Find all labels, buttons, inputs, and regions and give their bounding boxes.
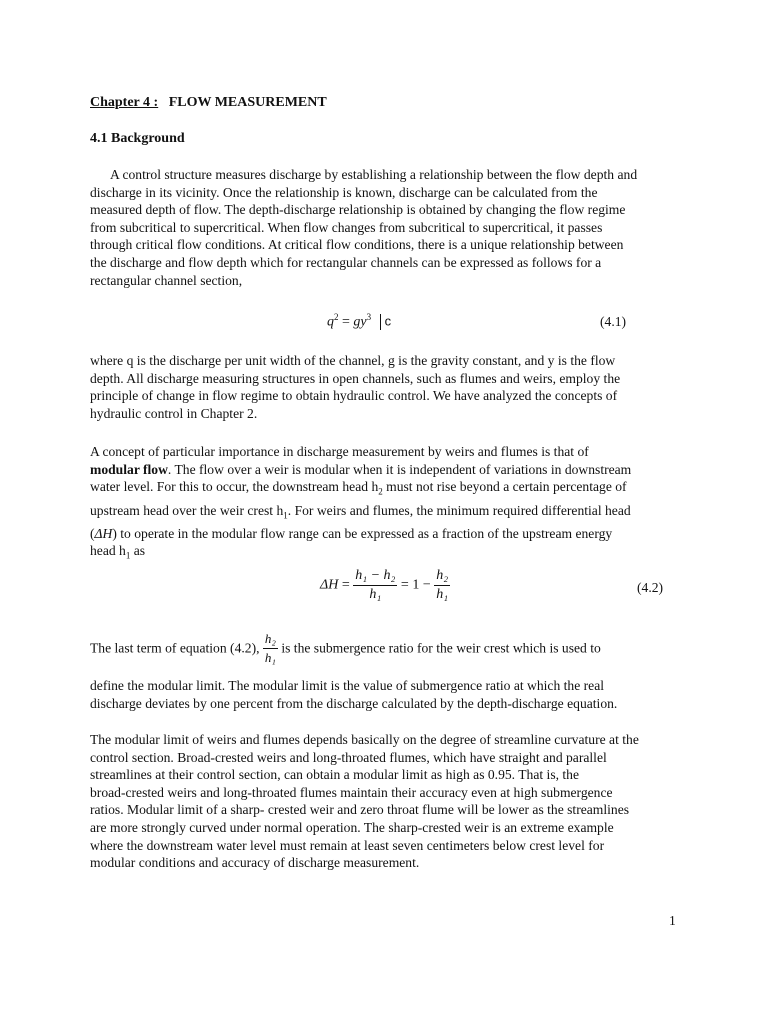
equation-number-4-2: (4.2) xyxy=(637,580,664,595)
eq2-equals: = xyxy=(338,577,354,593)
eq1-q: q xyxy=(327,314,334,330)
p3-line xyxy=(90,461,690,479)
p3-text: head h xyxy=(90,543,126,559)
equation-4-1 xyxy=(327,312,391,331)
p4-denominator: h₁ xyxy=(264,650,276,665)
p5-line: define the modular limit. The modular limit is the value of submergence ratio at which the real xyxy=(90,678,605,693)
paragraph-2 xyxy=(90,352,690,422)
p3-text: as xyxy=(130,543,146,559)
p6-line: are more strongly curved under normal operation. The sharp-crested weir is an extreme example xyxy=(90,819,614,835)
eq1-sup3: 3 xyxy=(366,312,372,322)
eq1-cond: c xyxy=(384,313,392,329)
p2-line: depth. All discharge measuring structures in open channels, such as flumes and weirs, employ the xyxy=(90,370,621,386)
paragraph-6 xyxy=(90,731,690,872)
eq1-sup: 2 xyxy=(334,312,339,322)
p5-line: discharge deviates by one percent from the discharge calculated by the depth-discharge equation. xyxy=(90,695,618,711)
p1-line: the discharge and flow depth which for rectangular channels can be expressed as follows for a xyxy=(90,254,602,270)
p3-line xyxy=(90,542,690,565)
chapter-label: Chapter 4 : xyxy=(90,95,159,110)
chapter-heading xyxy=(90,95,327,111)
p1-line: discharge in its vicinity. Once the relationship is known, discharge can be calculated from the xyxy=(90,184,598,200)
p4-numerator: h₂ xyxy=(263,630,278,649)
p3-line: A concept of particular importance in discharge measurement by weirs and flumes is that of xyxy=(90,444,589,459)
p3-sub: 2 xyxy=(378,486,383,497)
eq2-fraction-1 xyxy=(353,567,397,604)
p3-text: water level. For this to occur, the downstream head h xyxy=(90,479,379,495)
p6-line: where the downstream water level must remain at least seven centimeters below crest level for xyxy=(90,837,605,853)
p3-text: . The flow over a weir is modular when it is independent of variations in downstream xyxy=(167,461,632,477)
chapter-title: FLOW MEASUREMENT xyxy=(168,95,327,110)
p1-line: measured depth of flow. The depth-discharge relationship is obtained by changing the flow regime xyxy=(90,202,626,218)
p4-fraction xyxy=(263,630,278,667)
paragraph-4 xyxy=(90,630,690,667)
paragraph-1 xyxy=(90,166,690,289)
eq1-equals: = xyxy=(338,314,354,330)
eq1-gy: gy xyxy=(353,314,367,330)
eq2-middle: = 1 − xyxy=(397,577,435,593)
paragraph-3 xyxy=(90,443,690,566)
eq2-denominator: h₁ xyxy=(369,587,382,602)
p3-line xyxy=(90,478,690,501)
p3-line xyxy=(90,525,690,543)
p6-line: modular conditions and accuracy of discharge measurement. xyxy=(90,855,420,871)
eq2-numerator-2: h₂ xyxy=(434,567,450,586)
equation-number-4-1: (4.1) xyxy=(600,314,627,329)
page-number: 1 xyxy=(669,913,676,928)
p3-sub: 1 xyxy=(283,510,288,521)
p6-line: control section. Broad-crested weirs and long-throated flumes, which have straight and parallel xyxy=(90,749,607,765)
p1-line: A control structure measures discharge by establishing a relationship between the flow depth and xyxy=(110,167,638,182)
p1-line: rectangular channel section, xyxy=(90,272,243,288)
eq2-lhs: ΔH xyxy=(320,577,339,593)
p3-text: ) to operate in the modular flow range can be expressed as a fraction of the upstream energy xyxy=(112,525,613,541)
equation-4-2 xyxy=(320,567,450,604)
p3-text: upstream head over the weir crest h xyxy=(90,502,284,518)
p4-text: The last term of equation (4.2), xyxy=(90,640,263,656)
paragraph-5 xyxy=(90,677,690,712)
eq2-fraction-2 xyxy=(434,567,450,604)
p3-line xyxy=(90,502,690,525)
p3-text: ( xyxy=(90,525,95,541)
p2-line: hydraulic control in Chapter 2. xyxy=(90,405,258,421)
p1-line: from subcritical to supercritical. When flow changes from subcritical to supercritical, it passes xyxy=(90,219,603,235)
p6-line: broad-crested weirs and long-throated flumes maintain their accuracy even at high submergence xyxy=(90,784,613,800)
p6-line: The modular limit of weirs and flumes depends basically on the degree of streamline curvature at the xyxy=(90,732,639,747)
p3-text: must not rise beyond a certain percentage of xyxy=(382,479,627,495)
section-heading: 4.1 Background xyxy=(90,131,185,146)
eq2-numerator: h₁ − h₂ xyxy=(353,567,397,586)
p2-line: where q is the discharge per unit width of the channel, g is the gravity constant, and y is the flow xyxy=(90,353,616,368)
modular-flow-term: modular flow xyxy=(90,461,168,477)
p3-text: . For weirs and flumes, the minimum required differential head xyxy=(287,502,631,518)
p6-line: ratios. Modular limit of a sharp- crested weir and zero throat flume will be lower as the streamlines xyxy=(90,802,630,818)
p1-line: through critical flow conditions. At critical flow conditions, there is a unique relationship between xyxy=(90,237,624,253)
delta-h-symbol: ΔH xyxy=(94,525,113,541)
p6-line: streamlines at their control section, can obtain a modular limit as high as 0.95. That is, the xyxy=(90,767,580,783)
p3-sub: 1 xyxy=(125,551,131,562)
p2-line: principle of change in flow regime to obtain hydraulic control. We have analyzed the concepts of xyxy=(90,388,618,404)
eq1-bar xyxy=(380,314,381,330)
eq2-denominator-2: h₁ xyxy=(436,587,449,602)
p4-text: is the submergence ratio for the weir crest which is used to xyxy=(281,640,601,656)
